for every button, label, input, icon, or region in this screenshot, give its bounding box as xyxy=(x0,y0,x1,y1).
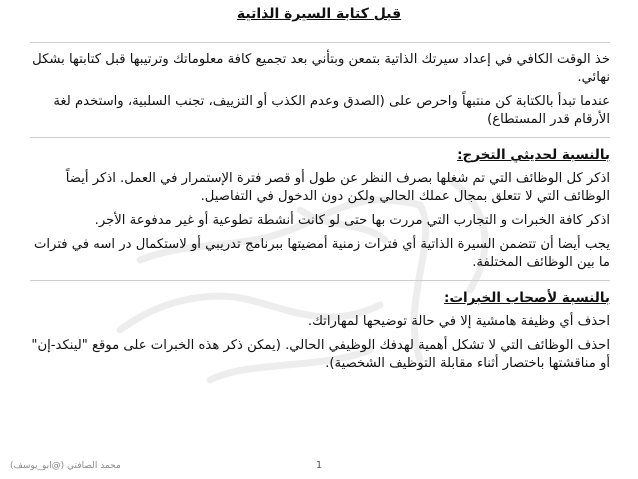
paragraph-remove-irrelevant: احذف الوظائف التي لا تشكل أهمية لهدفك الوظيفي الحالي. (يمكن ذكر هذه الخبرات على موقع "لينكد-إن" أو مناقشتها باختصار أثناء مقابلة التوظيف الشخصية). xyxy=(31,338,610,371)
paragraph-list-jobs: اذكر كل الوظائف التي تم شغلها بصرف النظر عن طول أو قصر فترة الإستمرار في العمل. اذكر أيضاً الوظائف التي لا تتعلق بمجال عملك الحالي ولكن دون الدخول في التفاصيل. xyxy=(65,171,610,204)
paragraph-be-careful: عندما تبدأ بالكتابة كن منتبهاً واحرص على (الصدق وعدم الكذب أو التزييف، تجنب السلبية، واستخدم لغة الأرقام قدر المستطاع) xyxy=(53,94,610,127)
page-number: 1 xyxy=(315,460,323,471)
paragraph-remove-marginal: احذف أي وظيفة هامشية إلا في حالة توضيحها لمهاراتك. xyxy=(307,314,610,329)
content-body xyxy=(30,34,610,379)
paragraph-training-periods: يجب أيضا أن تتضمن السيرة الذاتية أي فترات زمنية أمضيتها ببرنامج تدريبي أو لاستكمال در اسه في فترات ما بين الوظائف المختلفة. xyxy=(33,237,610,270)
paragraph-take-time: خذ الوقت الكافي في إعداد سيرتك الذاتية بتمعن وبتأني بعد تجميع كافة معلوماتك وترتيبها قبل كتابتها بشكل نهائي. xyxy=(32,52,610,85)
divider-graduates xyxy=(30,137,610,138)
top-divider xyxy=(30,42,610,43)
paragraph-list-experiences: اذكر كافة الخبرات و التجارب التي مررت بها حتى لو كانت أنشطة تطوعية أو غير مدفوعة الأجر. xyxy=(94,213,610,228)
divider-experienced xyxy=(30,280,610,281)
heading-experienced: بالنسبة لأصحاب الخبرات: xyxy=(444,290,610,306)
page-title: قبل كتابة السيرة الذاتية xyxy=(236,6,402,22)
footer-author: محمد الصافتي (@ابو_يوسف) xyxy=(10,461,121,471)
heading-graduates: بالنسبة لحديثي التخرج: xyxy=(457,147,610,163)
